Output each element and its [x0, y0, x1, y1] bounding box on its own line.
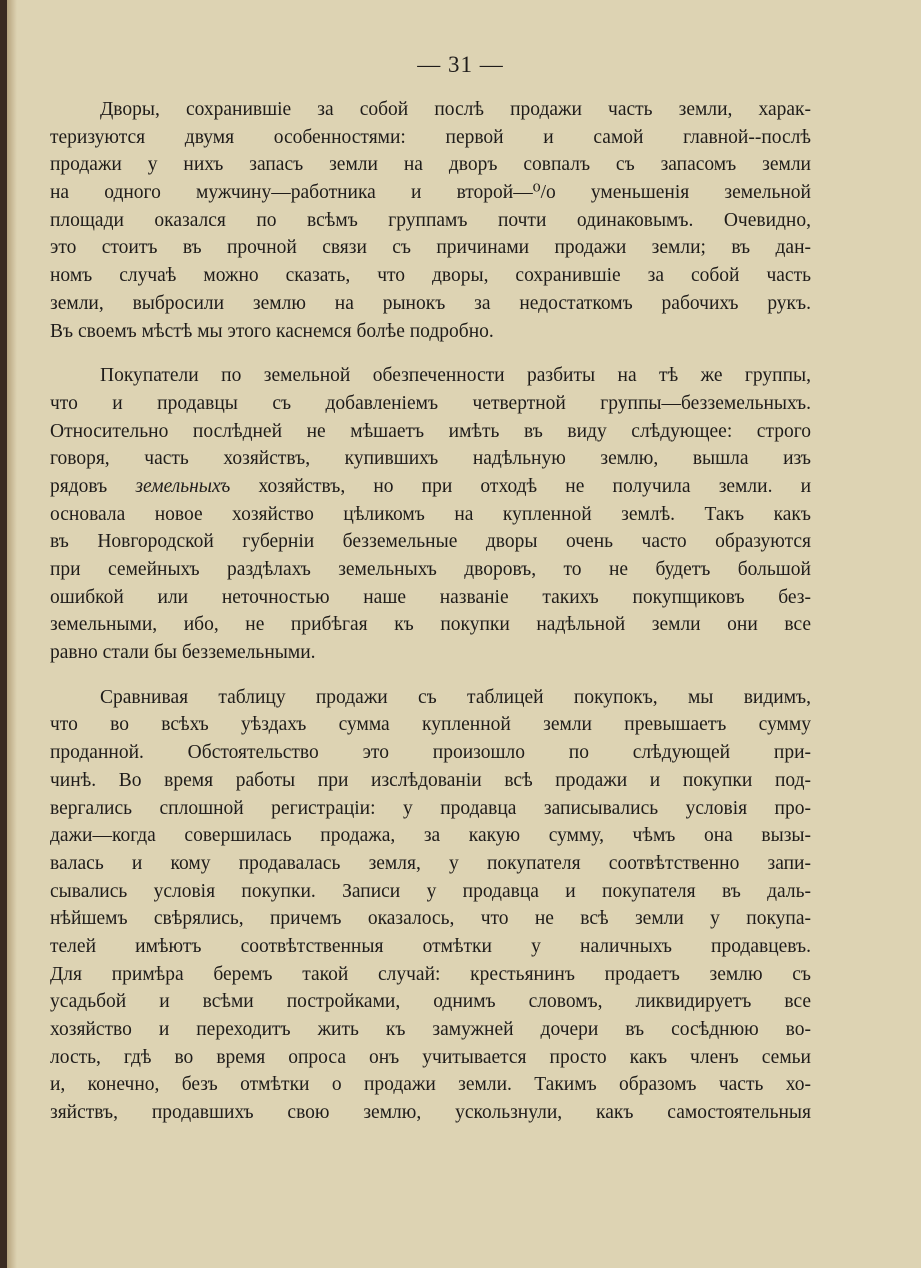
text-line: дажи—когда совершилась продажа, за какую сумму, чѣмъ она вызы-: [50, 825, 811, 847]
paragraph-2: [50, 362, 811, 667]
text-line: телей имѣютъ соотвѣтственныя отмѣтки у наличныхъ продавцевъ.: [50, 935, 811, 957]
text-line: говоря, часть хозяйствъ, купившихъ надѣльную землю, вышла изъ: [50, 448, 811, 470]
text-line: номъ случаѣ можно сказать, что дворы, сохранившіе за собой часть: [50, 265, 811, 287]
text-line: Относительно послѣдней не мѣшаетъ имѣть въ виду слѣдующее: строго: [50, 420, 811, 442]
text-line: на одного мужчину—работника и второй—⁰/о уменьшенія земельной: [50, 182, 811, 204]
text-line: Въ своемъ мѣстѣ мы этого каснемся болѣе подробно.: [50, 320, 494, 342]
text-line: площади оказался по всѣмъ группамъ почти одинаковымъ. Очевидно,: [50, 209, 811, 231]
page-number: — 31 —: [417, 52, 504, 77]
line-rest: хозяйствъ, но при отходѣ не получила земли. и: [258, 475, 812, 497]
text-line: Для примѣра беремъ такой случай: крестьянинъ продаетъ землю съ: [50, 963, 811, 985]
text-line: въ Новгородской губерніи безземельные дворы очень часто образуются: [50, 531, 811, 553]
paragraph-3: [50, 684, 811, 1127]
text-line: теризуются двумя особенностями: первой и самой главной--послѣ: [50, 126, 811, 148]
text-line: нѣйшемъ свѣрялись, причемъ оказалось, что не всѣ земли у покупа-: [50, 908, 811, 930]
text-line: проданной. Обстоятельство это произошло по слѣдующей при-: [50, 742, 811, 764]
text-line: что во всѣхъ уѣздахъ сумма купленной земли превышаетъ сумму: [50, 714, 811, 736]
text-line: земли, выбросили землю на рынокъ за недостаткомъ рабочихъ рукъ.: [50, 292, 811, 314]
text-line: лость, гдѣ во время опроса онъ учитывается просто какъ членъ семьи: [50, 1046, 811, 1068]
text-line: сывались условія покупки. Записи у продавца и покупателя въ даль-: [50, 880, 811, 902]
text-line: чинѣ. Во время работы при изслѣдованіи всѣ продажи и покупки под-: [50, 769, 811, 791]
text-line: продажи у нихъ запасъ земли на дворъ совпалъ съ запасомъ земли: [50, 154, 811, 176]
text-line: усадьбой и всѣми постройками, однимъ словомъ, ликвидируетъ все: [50, 991, 811, 1013]
text-line: валась и кому продавалась земля, у покупателя соотвѣтственно запи-: [50, 852, 811, 874]
spine-shadow: [7, 0, 17, 1268]
text-line: хозяйство и переходитъ жить къ замужней дочери въ сосѣднюю во-: [50, 1019, 811, 1040]
book-spine: [0, 0, 7, 1268]
text-line: это стоитъ въ прочной связи съ причинами продажи земли; въ дан-: [50, 237, 811, 259]
line-start: рядовъ: [50, 475, 108, 497]
text-line-with-italic: [50, 473, 811, 501]
text-line: ошибкой или неточностью наше названіе такихъ покупщиковъ без-: [50, 586, 811, 608]
text-block: [50, 96, 811, 1127]
paragraph-1: [50, 96, 811, 345]
text-line: земельными, ибо, не прибѣгая къ покупки надѣльной земли они все: [50, 614, 811, 636]
italic-word: земельныхъ: [135, 475, 231, 497]
text-line: равно стали бы безземельными.: [50, 642, 316, 664]
text-line: зяйствъ, продавшихъ свою землю, ускользнули, какъ самостоятельныя: [50, 1102, 811, 1124]
text-line: Дворы, сохранившіе за собой послѣ продажи часть земли, харак-: [100, 99, 811, 120]
text-line: основала новое хозяйство цѣликомъ на купленной землѣ. Такъ какъ: [50, 503, 811, 525]
text-line: и, конечно, безъ отмѣтки о продажи земли. Такимъ образомъ часть хо-: [50, 1074, 811, 1096]
text-line: Сравнивая таблицу продажи съ таблицей покупокъ, мы видимъ,: [100, 686, 811, 708]
text-line: что и продавцы съ добавленіемъ четвертной группы—безземельныхъ.: [50, 392, 811, 414]
text-line: вергались сплошной регистраціи: у продавца записывались условія про-: [50, 797, 811, 819]
text-line: Покупатели по земельной обезпеченности разбиты на тѣ же группы,: [100, 365, 811, 387]
text-line: при семейныхъ раздѣлахъ земельныхъ дворовъ, то не будетъ большой: [50, 559, 811, 580]
